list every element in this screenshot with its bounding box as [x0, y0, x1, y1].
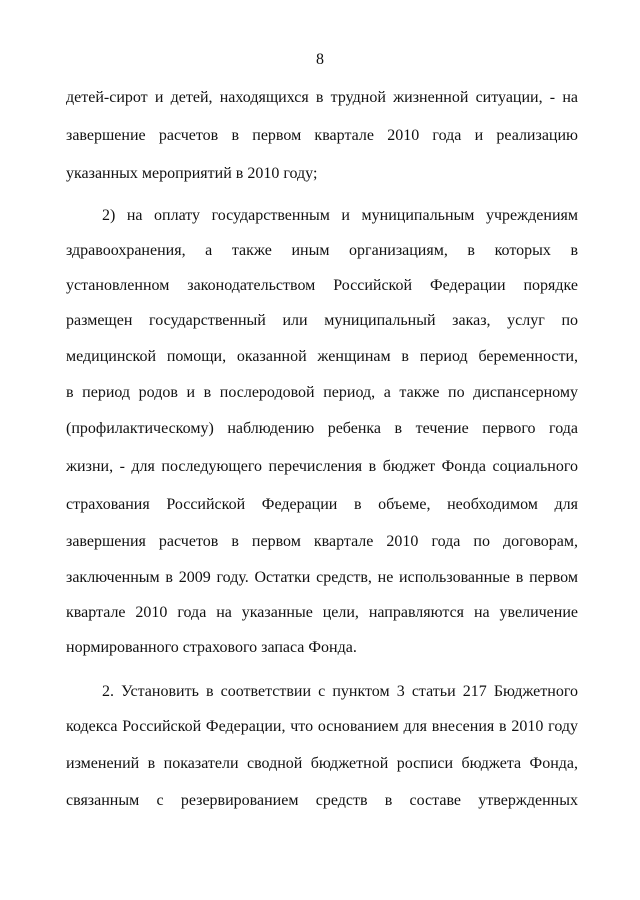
paragraph-first-line: 2) на оплату государственным и муниципальным учреждениям: [102, 207, 578, 224]
text-line: здравоохранения, а также иным организациям, в которых в: [66, 242, 578, 259]
text-line: квартале 2010 года на указанные цели, направляются на увеличение: [66, 604, 578, 621]
text-line: установленном законодательством Российской Федерации порядке: [66, 277, 578, 294]
text-line: детей-сирот и детей, находящихся в трудной жизненной ситуации, - на: [66, 89, 578, 106]
text-line: указанных мероприятий в 2010 году;: [66, 165, 318, 182]
text-line: нормированного страхового запаса Фонда.: [66, 639, 357, 656]
text-line: завершения расчетов в первом квартале 2010 года по договорам,: [66, 533, 578, 550]
text-line: заключенным в 2009 году. Остатки средств, не использованные в первом: [66, 569, 578, 586]
text-line: (профилактическому) наблюдению ребенка в течение первого года: [66, 420, 578, 437]
text-line: размещен государственный или муниципальный заказ, услуг по: [66, 312, 578, 329]
text-line: медицинской помощи, оказанной женщинам в период беременности,: [66, 348, 578, 365]
text-line: в период родов и в послеродовой период, а также по диспансерному: [66, 384, 578, 401]
text-line: страхования Российской Федерации в объеме, необходимом для: [66, 496, 578, 513]
text-line: завершение расчетов в первом квартале 2010 года и реализацию: [66, 127, 578, 144]
text-line: связанным с резервированием средств в составе утвержденных: [66, 792, 578, 809]
paragraph-first-line: 2. Установить в соответствии с пунктом 3 статьи 217 Бюджетного: [102, 683, 578, 700]
text-line: кодекса Российской Федерации, что основанием для внесения в 2010 году: [66, 718, 578, 735]
text-line: жизни, - для последующего перечисления в бюджет Фонда социального: [66, 458, 578, 475]
text-line: изменений в показатели сводной бюджетной росписи бюджета Фонда,: [66, 755, 578, 772]
page-number: 8: [316, 51, 324, 68]
